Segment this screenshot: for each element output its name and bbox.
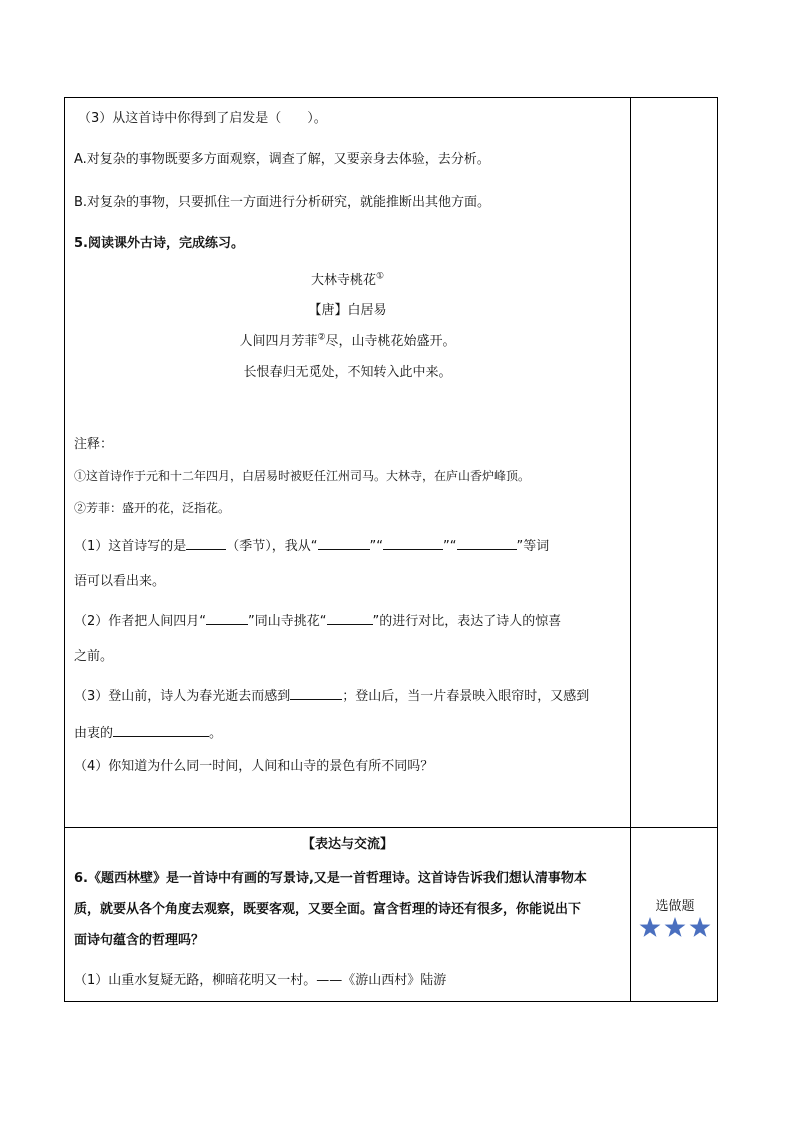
star-icon <box>640 917 661 937</box>
row-divider <box>65 827 717 828</box>
q5-sub3-text-a: （3）登山前，诗人为春光逝去而感到 <box>74 689 291 704</box>
star-icon <box>690 917 711 937</box>
answer-blank[interactable] <box>383 535 443 550</box>
q5-sub3-text-c: 由衷的 <box>74 726 114 741</box>
poem-title <box>65 271 630 291</box>
answer-blank[interactable] <box>318 535 370 550</box>
q5-sub2-line1 <box>74 610 561 632</box>
q5-sub1-text-b: （季节），我从“ <box>226 539 318 554</box>
section-heading: 【表达与交流】 <box>301 837 393 852</box>
note-1: ①这首诗作于元和十二年四月，白居易时被贬任江州司马。大林寺，在庐山香炉峰顶。 <box>74 469 531 483</box>
q5-sub1-text-e: ”等词 <box>516 539 550 554</box>
q5-heading: 5.阅读课外古诗，完成练习。 <box>74 236 244 251</box>
poem-author: 【唐】白居易 <box>308 303 387 318</box>
poem-title-note: ① <box>375 271 385 282</box>
q5-sub2-line2: 之前。 <box>74 649 114 664</box>
answer-blank[interactable] <box>206 610 248 625</box>
q6-line-2: 质，就要从各个角度去观察，既要客观，又要全面。富含哲理的诗还有很多，你能说出下 <box>74 902 582 917</box>
answer-blank[interactable] <box>327 610 373 625</box>
q5-sub2-text-b: ”同山寺挑花“ <box>248 614 327 629</box>
poem-line-2: 长恨春归无觅处，不知转入此中来。 <box>243 365 452 380</box>
q5-sub3-text-d: 。 <box>209 726 223 741</box>
answer-blank[interactable] <box>290 685 342 700</box>
q6-line-1: 6.《题西林壁》是一首诗中有画的写景诗,又是一首哲理诗。这首诗告诉我们想认清事物本 <box>74 871 587 886</box>
answer-blank[interactable] <box>113 722 209 737</box>
stars-svg <box>637 914 713 940</box>
poem-line-1-note: ② <box>317 332 326 343</box>
q3-prompt: （3）从这首诗中你得到了启发是（ ）。 <box>78 111 327 126</box>
poem-line-1b: 尽，山寺桃花始盛开。 <box>325 334 456 349</box>
poem-title-text: 大林寺桃花 <box>310 273 376 288</box>
q5-sub3-text-b: ；登山后，当一片春景映入眼帘时，又感到 <box>342 689 590 704</box>
answer-blank[interactable] <box>186 535 226 550</box>
poem-line-1 <box>65 332 630 352</box>
q5-sub1-text-a: （1）这首诗写的是 <box>74 539 187 554</box>
q5-sub4: （4）你知道为什么同一时间，人间和山寺的景色有所不同吗？ <box>74 759 434 774</box>
notes-label: 注释： <box>74 437 114 452</box>
q6-sub1: （1）山重水复疑无路，柳暗花明又一村。——《游山西村》陆游 <box>74 973 447 988</box>
answer-blank[interactable] <box>457 535 517 550</box>
star-icon <box>665 917 686 937</box>
column-divider <box>630 98 631 1001</box>
optional-question-label: 选做题 <box>655 899 695 914</box>
q5-sub3-line2 <box>74 722 222 744</box>
q5-sub2-text-a: （2）作者把人间四月“ <box>74 614 207 629</box>
poem-line-1a: 人间四月芳菲 <box>239 334 318 349</box>
q5-sub1-line1 <box>74 535 549 557</box>
q3-option-b: B.对复杂的事物，只要抓住一方面进行分析研究，就能推断出其他方面。 <box>74 195 491 210</box>
q5-sub1-text-d: ”“ <box>443 539 457 554</box>
q5-sub2-text-c: ”的进行对比，表达了诗人的惊喜 <box>372 614 562 629</box>
q5-sub3-line1 <box>74 685 589 707</box>
q5-sub1-line2: 语可以看出来。 <box>74 574 166 589</box>
q5-sub1-text-c: ”“ <box>369 539 384 554</box>
worksheet-table <box>64 97 718 1002</box>
difficulty-stars <box>631 914 719 940</box>
q6-line-3: 面诗句蕴含的哲理吗？ <box>74 933 205 948</box>
note-2: ②芳菲：盛开的花，泛指花。 <box>74 501 231 515</box>
q3-option-a: A.对复杂的事物既要多方面观察，调查了解，又要亲身去体验，去分析。 <box>74 152 490 167</box>
